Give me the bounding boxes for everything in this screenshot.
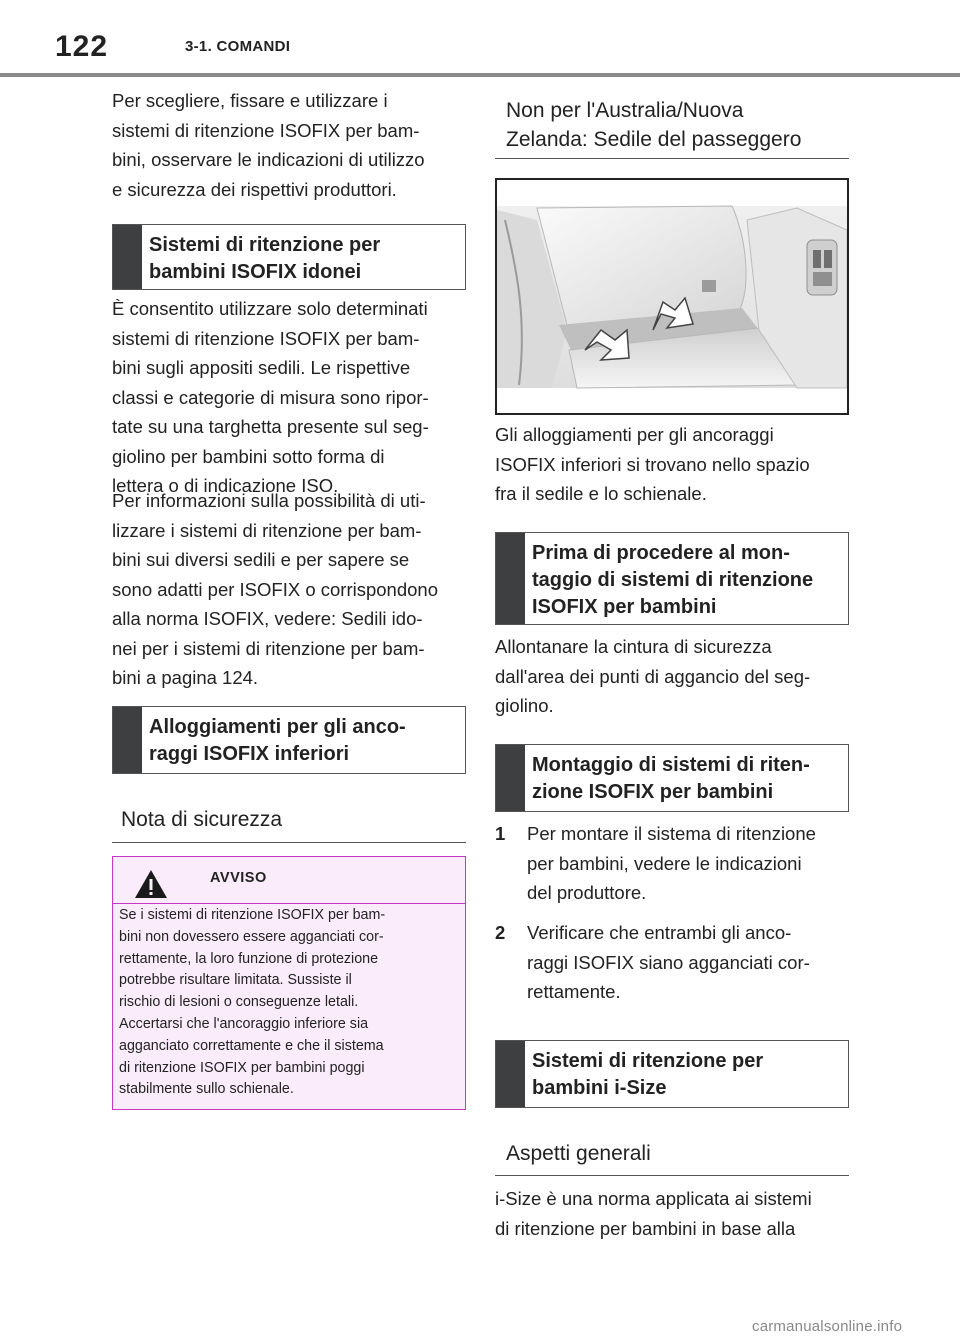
heading-suitable-systems [112,224,466,290]
heading-bar [113,225,142,289]
allowed-systems-paragraph: È consentito utilizzare solo determinati sistemi di ritenzione ISOFIX per bam- bini sugli appositi sedili. Le rispettive classi e categorie di misura sono ripor- tate su una targhetta presente sul seg- giolino per bambini sotto forma di lettera o di indicazione ISO. [112,298,429,496]
warning-title: AVVISO [210,870,267,886]
belt-paragraph: Allontanare la cintura di sicurezza dall'area dei punti di aggancio del seg- giolino. [495,636,811,716]
subheading-passenger-seat: Non per l'Australia/Nuova Zelanda: Sedile del passeggero [506,99,802,151]
page-number: 122 [55,30,109,63]
heading-text: Alloggiamenti per gli anco- raggi ISOFIX inferiori [149,716,406,765]
page-reference: bini a pagina 124. [112,667,259,688]
heading-bar [496,533,525,624]
heading-isize [495,1040,849,1108]
intro-paragraph: Per scegliere, fissare e utilizzare i sistemi di ritenzione ISOFIX per bam- bini, osservare le indicazioni di utilizzo e sicurezza dei rispettivi produttori. [112,90,425,200]
subheading-general: Aspetti generali [506,1142,651,1165]
photo-caption: Gli alloggiamenti per gli ancoraggi ISOFIX inferiori si trovano nello spazio fra il sedile e lo schienale. [495,424,810,504]
info-paragraph: Per informazioni sulla possibilità di uti- lizzare i sistemi di ritenzione per bam- bini sui diversi sedili e per sapere se sono adatti per ISOFIX o corrispondono alla norma ISOFIX, vedere: Sedili ido- nei per i sistemi di ritenzione per bam- bini a pagina 124. [112,486,462,693]
heading-text: Sistemi di ritenzione per bambini ISOFIX idonei [149,234,381,283]
heading-bar [496,1041,525,1107]
heading-text: Prima di procedere al mon- taggio di sistemi di ritenzione ISOFIX per bambini [532,542,814,618]
watermark: carmanualsonline.info [752,1318,903,1335]
step-text: Per montare il sistema di ritenzione per bambini, vedere le indicazioni del produttore. [527,823,816,903]
isofix-seat-photo [495,178,849,415]
subheading-rule [495,1175,849,1176]
section-title: 3-1. COMANDI [185,38,291,55]
isize-paragraph: i-Size è una norma applicata ai sistemi di ritenzione per bambini in base alla [495,1188,812,1239]
heading-lower-anchors [112,706,466,774]
heading-bar [113,707,142,773]
step-number: 2 [495,922,506,943]
heading-bar [496,745,525,811]
heading-text: Montaggio di sistemi di riten- zione ISOFIX per bambini [532,754,810,803]
subheading-rule [112,842,466,843]
heading-before-mounting [495,532,849,625]
header-rule [0,73,960,77]
step-text: Verificare che entrambi gli anco- raggi ISOFIX siano agganciati cor- rettamente. [527,922,810,1002]
subheading-safety-note: Nota di sicurezza [121,808,283,831]
heading-mounting [495,744,849,812]
heading-text: Sistemi di ritenzione per bambini i-Size [532,1050,764,1099]
warning-rule [113,903,465,904]
warning-text: Se i sistemi di ritenzione ISOFIX per bam- bini non dovessero essere agganciati cor- rettamente, la loro funzione di protezione potrebbe risultare limitata. Sussiste il rischio di lesioni o conseguenze letali. Accertarsi che l'ancoraggio inferiore sia agganciato correttamente e che il sistema di ritenzione ISOFIX per bambini poggi stabilmente sullo schienale. [119,907,386,1098]
step-number: 1 [495,823,506,844]
warning-box [112,856,466,1110]
page-header [0,0,960,78]
warning-triangle-icon [133,868,169,900]
subheading-rule [495,158,849,159]
